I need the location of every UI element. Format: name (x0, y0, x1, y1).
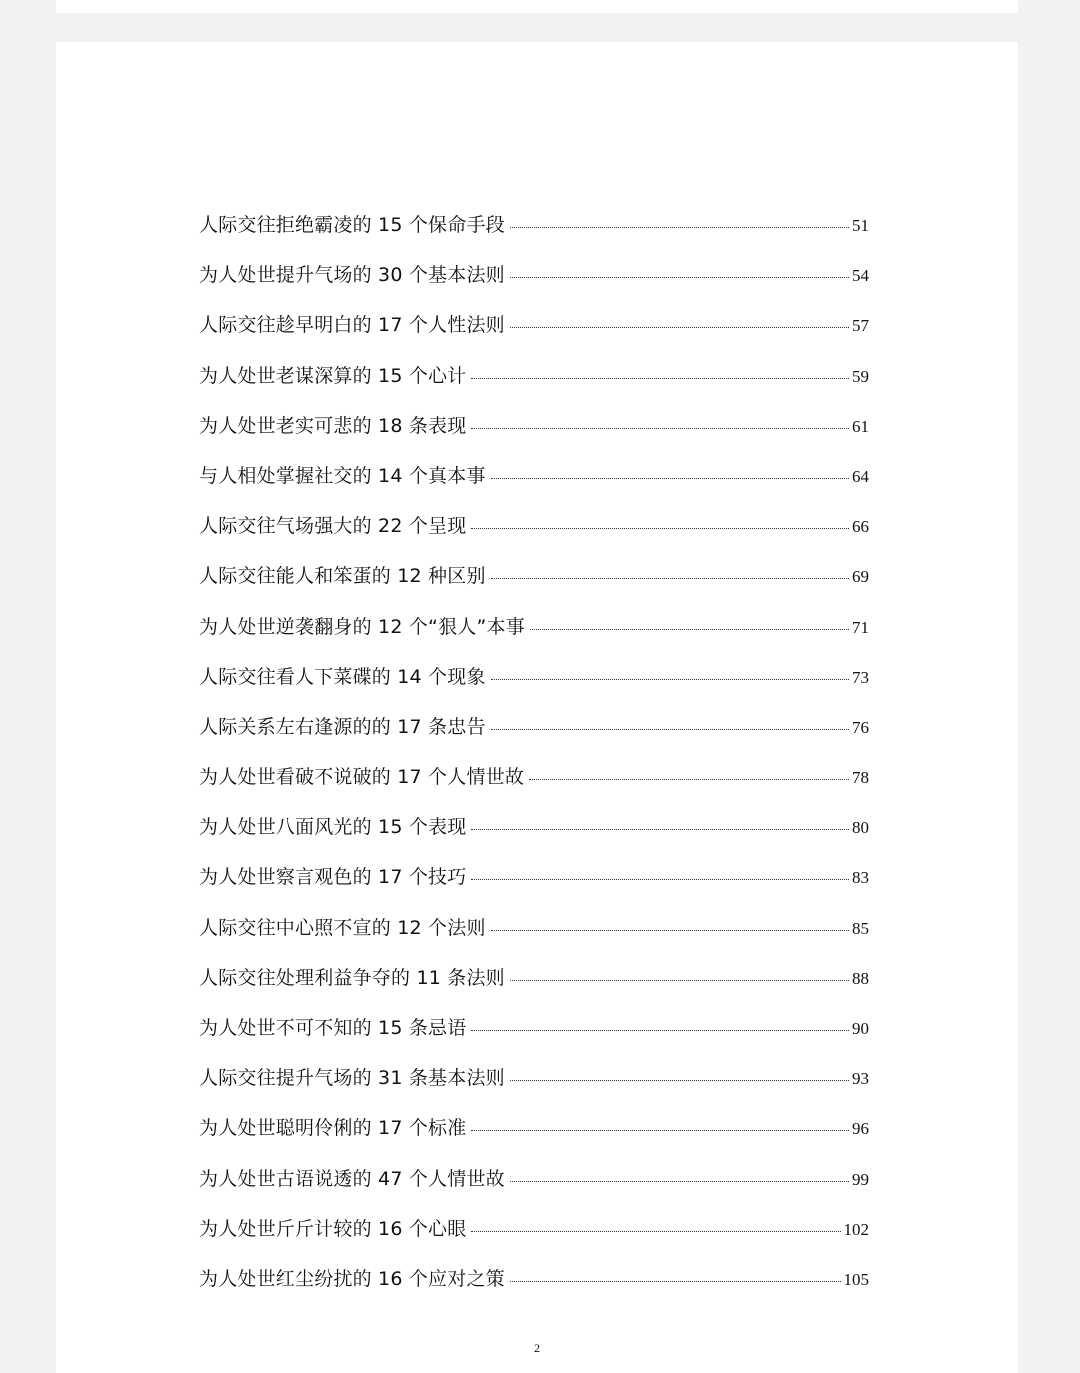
toc-entry-page-number: 57 (852, 316, 869, 336)
toc-entry[interactable] (199, 612, 869, 662)
toc-entry-title: 人际交往气场强大的 22 个呈现 (199, 515, 467, 538)
toc-entry-title: 为人处世不可不知的 15 条忌语 (199, 1017, 467, 1039)
toc-entry-title: 为人处世老实可悲的 18 条表现 (199, 414, 467, 437)
toc-entry-title: 人际交往趁早明白的 17 个人性法则 (199, 314, 505, 337)
toc-dot-leader (491, 578, 849, 579)
toc-entry-title: 人际交往能人和笨蛋的 12 种区别 (199, 565, 486, 588)
toc-entry-page-number: 80 (852, 818, 869, 838)
toc-dot-leader (491, 679, 849, 680)
toc-entry-title: 人际交往提升气场的 31 条基本法则 (199, 1067, 505, 1090)
toc-entry-page-number: 64 (852, 466, 869, 486)
toc-entry[interactable] (199, 1264, 869, 1314)
toc-entry[interactable] (199, 662, 869, 712)
toc-entry[interactable] (199, 862, 869, 912)
toc-entry-page-number: 90 (852, 1019, 869, 1038)
toc-entry-title: 为人处世看破不说破的 17 个人情世故 (199, 766, 525, 789)
toc-entry-page-number: 85 (852, 918, 869, 938)
toc-entry[interactable] (199, 411, 869, 461)
toc-entry-title: 为人处世聪明伶俐的 17 个标准 (199, 1117, 467, 1140)
toc-dot-leader (491, 729, 849, 730)
toc-entry[interactable] (199, 812, 869, 862)
toc-entry-page-number: 88 (852, 968, 869, 988)
toc-entry-page-number: 59 (852, 366, 869, 386)
toc-entry-title: 为人处世八面风光的 15 个表现 (199, 816, 467, 839)
toc-dot-leader (510, 277, 849, 278)
toc-dot-leader (510, 1281, 841, 1282)
toc-dot-leader (471, 1231, 840, 1232)
toc-entry-page-number: 105 (843, 1269, 869, 1289)
toc-dot-leader (471, 528, 849, 529)
toc-entry-page-number: 54 (852, 266, 869, 286)
toc-entry[interactable] (199, 561, 869, 611)
toc-entry-page-number: 96 (852, 1119, 869, 1139)
toc-entry-title: 为人处世老谋深算的 15 个心计 (199, 364, 467, 387)
toc-entry-title: 为人处世逆袭翻身的 12 个“狠人”本事 (199, 615, 525, 638)
toc-entry-title: 人际交往中心照不宣的 12 个法则 (199, 916, 486, 939)
toc-entry-title: 为人处世提升气场的 30 个基本法则 (199, 264, 505, 287)
toc-entry-page-number: 93 (852, 1069, 869, 1089)
toc-entry-page-number: 102 (843, 1219, 869, 1239)
toc-entry[interactable] (199, 762, 869, 812)
toc-entry-page-number: 66 (852, 517, 869, 537)
document-page (56, 42, 1018, 1373)
toc-entry-title: 人际交往处理利益争夺的 11 条法则 (199, 966, 505, 989)
toc-entry[interactable] (199, 1063, 869, 1113)
toc-entry-page-number: 83 (852, 868, 869, 888)
toc-entry-title: 人际交往看人下菜碟的 14 个现象 (199, 665, 486, 688)
toc-dot-leader (471, 1030, 849, 1031)
toc-dot-leader (471, 378, 849, 379)
toc-entry[interactable] (199, 1214, 869, 1264)
toc-entry[interactable] (199, 511, 869, 561)
toc-entry-page-number: 99 (852, 1169, 869, 1189)
toc-entry-page-number: 76 (852, 717, 869, 737)
toc-entry-page-number: 73 (852, 667, 869, 687)
table-of-contents (199, 210, 869, 1314)
toc-entry[interactable] (199, 1113, 869, 1163)
toc-dot-leader (510, 1080, 849, 1081)
toc-entry[interactable] (199, 260, 869, 310)
toc-entry[interactable] (199, 461, 869, 511)
toc-entry[interactable] (199, 1013, 869, 1063)
toc-entry-title: 为人处世察言观色的 17 个技巧 (199, 866, 467, 889)
toc-dot-leader (510, 227, 849, 228)
toc-entry-page-number: 69 (852, 567, 869, 587)
toc-dot-leader (491, 930, 849, 931)
toc-entry-title: 为人处世红尘纷扰的 16 个应对之策 (199, 1267, 505, 1290)
toc-dot-leader (529, 779, 849, 780)
toc-entry-title: 为人处世斤斤计较的 16 个心眼 (199, 1217, 467, 1240)
toc-entry[interactable] (199, 361, 869, 411)
toc-entry[interactable] (199, 913, 869, 963)
toc-dot-leader (471, 1130, 849, 1131)
toc-dot-leader (471, 428, 849, 429)
toc-entry[interactable] (199, 712, 869, 762)
toc-entry-title: 人际交往拒绝霸凌的 15 个保命手段 (199, 214, 505, 236)
toc-dot-leader (510, 980, 849, 981)
toc-entry-title: 人际关系左右逢源的的 17 条忠告 (199, 715, 486, 738)
toc-entry[interactable] (199, 1164, 869, 1214)
toc-entry[interactable] (199, 310, 869, 360)
toc-dot-leader (510, 327, 849, 328)
toc-entry-title: 为人处世古语说透的 47 个人情世故 (199, 1167, 505, 1190)
toc-dot-leader (471, 879, 849, 880)
toc-entry[interactable] (199, 210, 869, 260)
toc-dot-leader (471, 829, 849, 830)
previous-page-edge (56, 0, 1018, 13)
toc-entry-page-number: 71 (852, 617, 869, 637)
toc-entry-title: 与人相处掌握社交的 14 个真本事 (199, 464, 486, 487)
toc-dot-leader (510, 1181, 849, 1182)
toc-dot-leader (491, 478, 849, 479)
toc-dot-leader (530, 629, 849, 630)
page-number: 2 (534, 1341, 540, 1355)
toc-entry-page-number: 61 (852, 416, 869, 436)
toc-entry-page-number: 78 (852, 768, 869, 788)
toc-entry[interactable] (199, 963, 869, 1013)
toc-entry-page-number: 51 (852, 216, 869, 235)
